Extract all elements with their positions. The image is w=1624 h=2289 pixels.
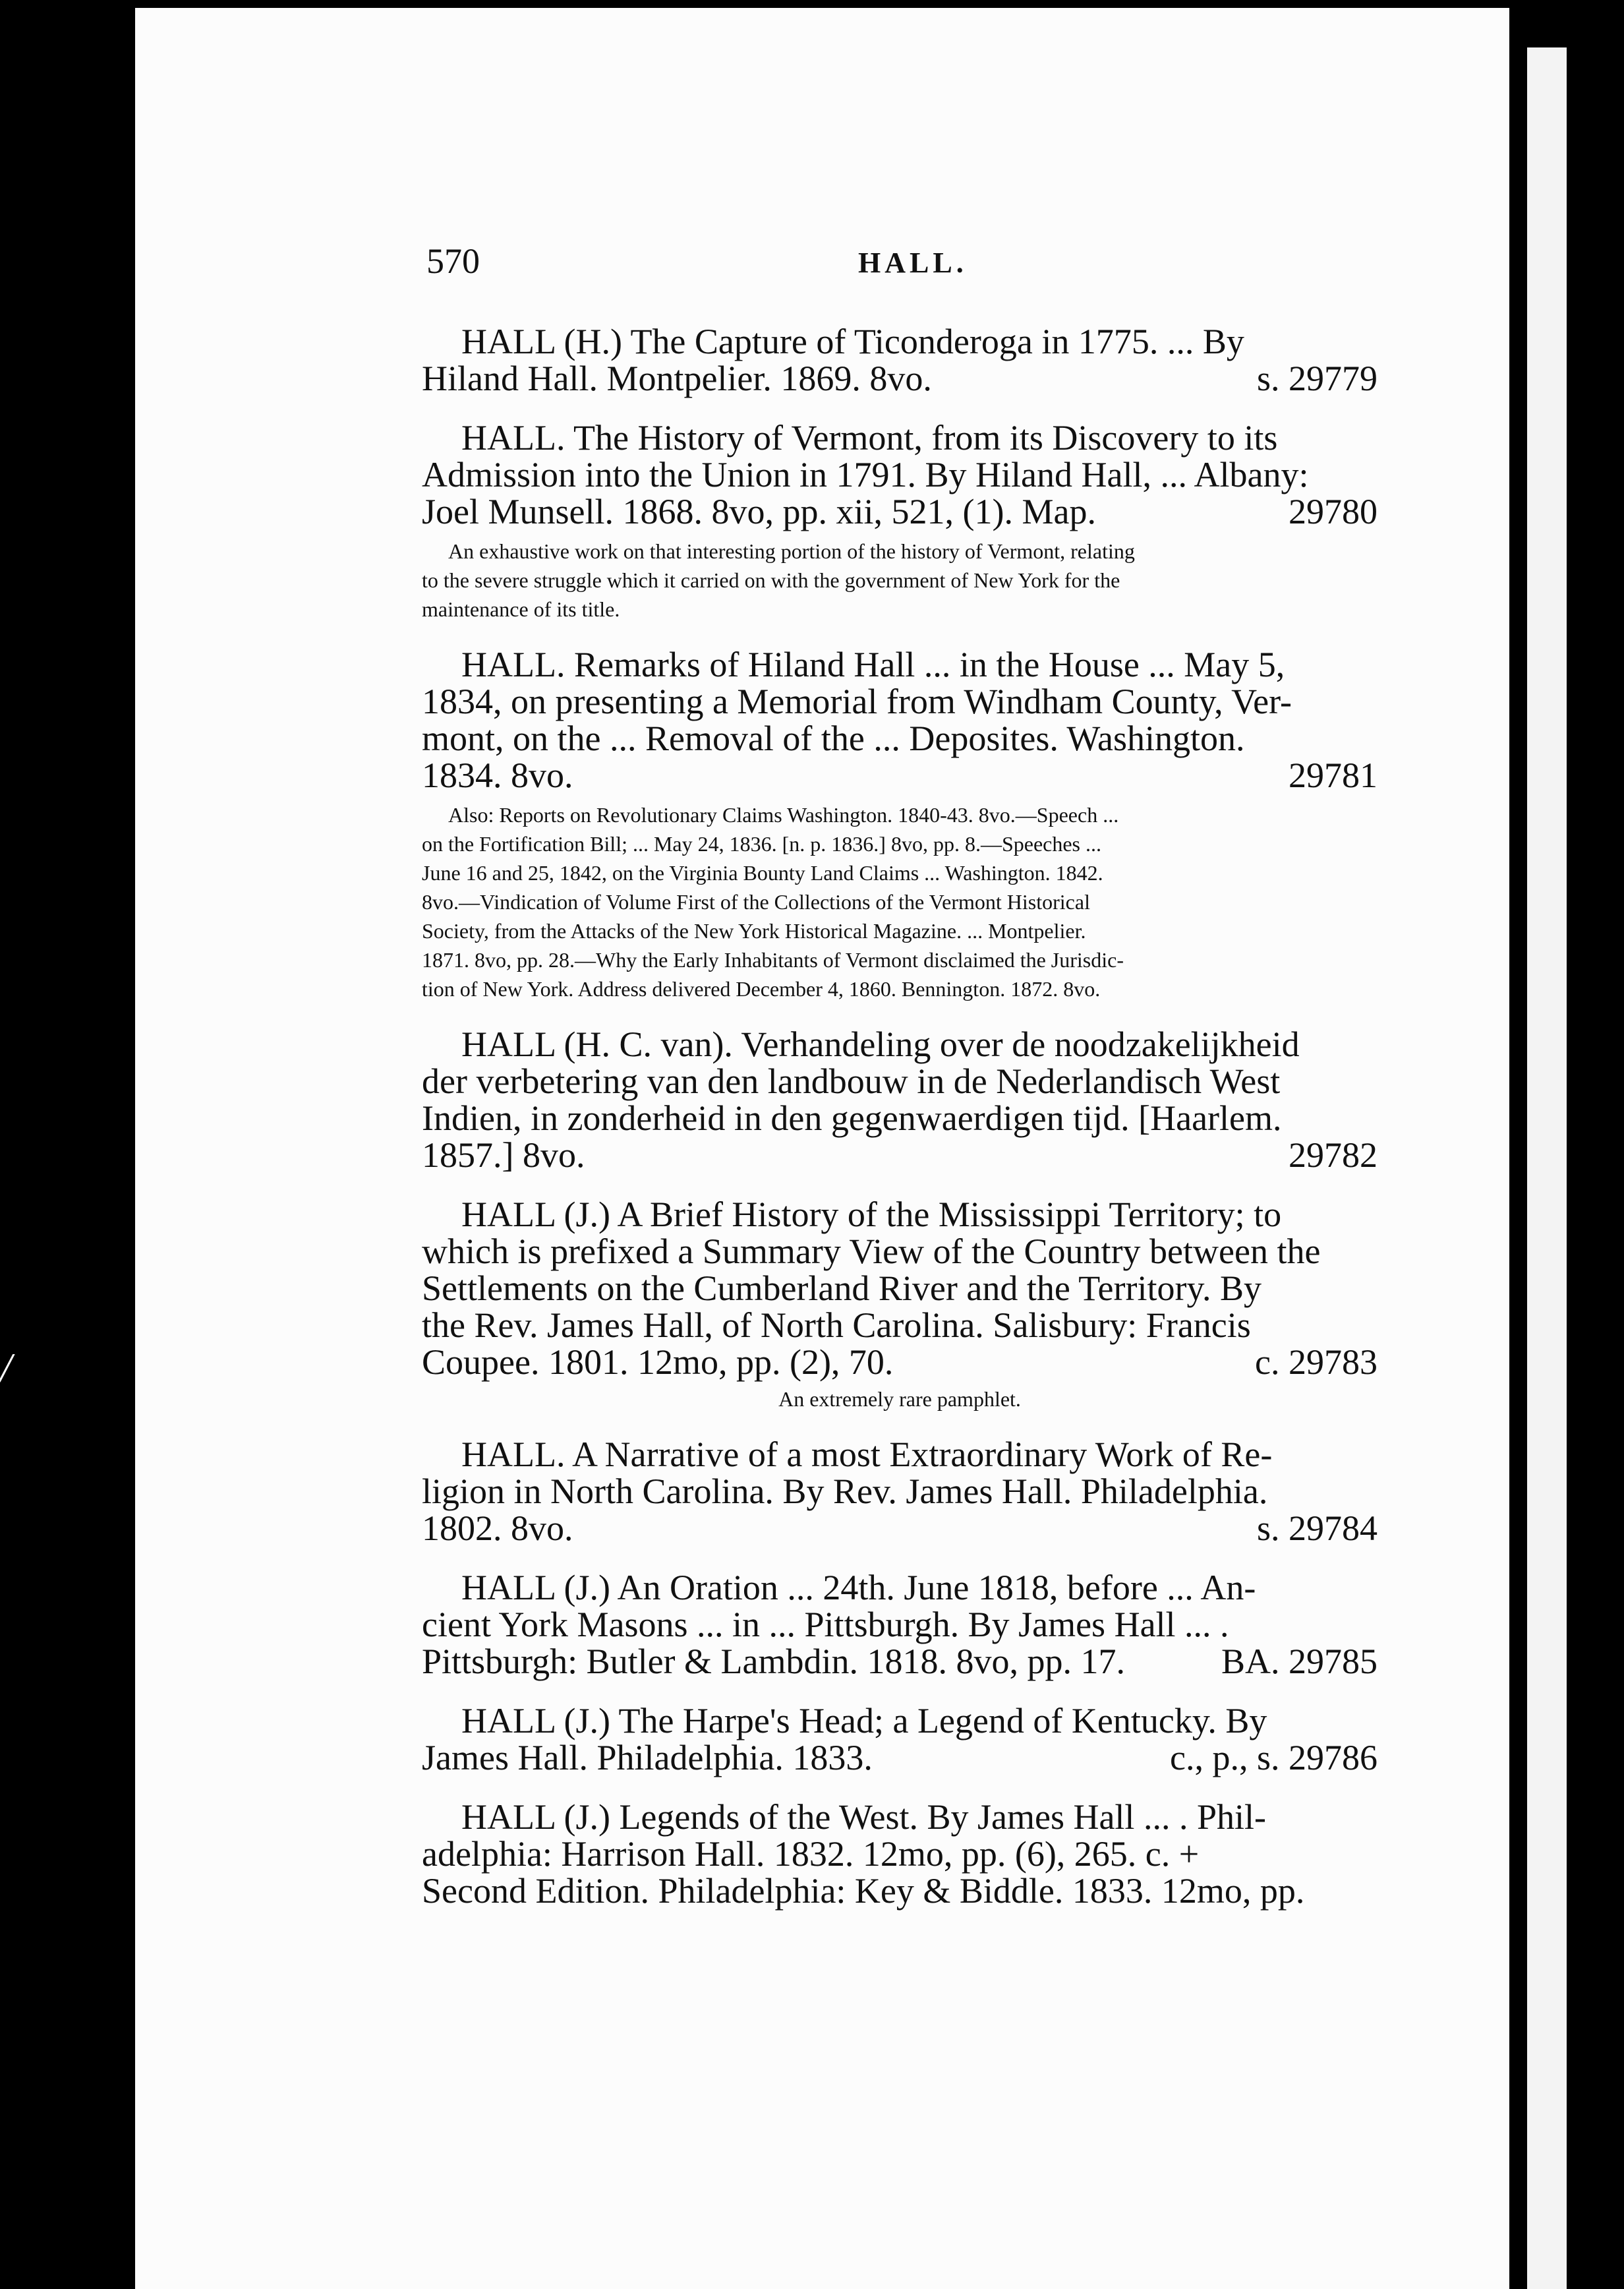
entry-text: ligion in North Carolina. By Rev. James Hall. Philadelphia.: [422, 1472, 1268, 1511]
entry-text: HALL (H.) The Capture of Ticonderoga in 1775. ... By: [461, 322, 1244, 361]
entry-text: Indien, in zonderheid in den gegenwaerdigen tijd. [Haarlem.: [422, 1098, 1282, 1138]
catalog-number: s. 29784: [1256, 1508, 1378, 1548]
entry-text: HALL (J.) The Harpe's Head; a Legend of Kentucky. By: [461, 1701, 1267, 1740]
entry-line: [422, 1643, 1378, 1680]
entry-text: HALL. Remarks of Hiland Hall ... in the House ... May 5,: [461, 645, 1285, 684]
entry-text: HALL. The History of Vermont, from its Discovery to its: [461, 418, 1278, 458]
note-line: 1871. 8vo, pp. 28.—Why the Early Inhabitants of Vermont disclaimed the Jurisdic-: [422, 948, 1124, 972]
bibliography-entry: [422, 1569, 1378, 1680]
entry-text: 1834, on presenting a Memorial from Windham County, Ver-: [422, 682, 1292, 721]
catalog-number: BA. 29785: [1221, 1642, 1378, 1681]
bibliography-entry: [422, 646, 1378, 1003]
catalog-number: 29780: [1289, 492, 1378, 531]
entry-text: James Hall. Philadelphia. 1833.: [422, 1738, 873, 1777]
entry-line: [422, 1100, 1378, 1137]
entry-line: [422, 683, 1378, 720]
entry-line: [422, 1026, 1378, 1063]
catalog-number: 29782: [1289, 1135, 1378, 1175]
facing-page-sliver: [1527, 47, 1567, 2289]
catalog-number: c. 29783: [1255, 1342, 1378, 1382]
note-line: Also: Reports on Revolutionary Claims Washington. 1840-43. 8vo.—Speech ...: [448, 803, 1119, 827]
note-line: tion of New York. Address delivered December 4, 1860. Bennington. 1872. 8vo.: [422, 977, 1101, 1001]
entry-line: [422, 1569, 1378, 1606]
entry-text: adelphia: Harrison Hall. 1832. 12mo, pp. (6), 265. c. +: [422, 1834, 1200, 1874]
entry-note: [422, 537, 1378, 624]
page-number: 570: [426, 241, 480, 281]
entry-line: [422, 1063, 1378, 1100]
entry-line: [422, 456, 1378, 493]
entry-text: Second Edition. Philadelphia: Key & Biddle. 1833. 12mo, pp.: [422, 1871, 1305, 1911]
entry-line: [422, 419, 1378, 456]
catalog-number: s. 29779: [1256, 359, 1378, 398]
note-line: maintenance of its title.: [422, 597, 620, 621]
entry-text: 1857.] 8vo.: [422, 1135, 585, 1175]
bibliography-entry: [422, 1196, 1378, 1413]
entry-line: [422, 1344, 1378, 1381]
entry-text: cient York Masons ... in ... Pittsburgh. By James Hall ... .: [422, 1605, 1229, 1644]
entry-line: [422, 1606, 1378, 1643]
note-line: Society, from the Attacks of the New York Historical Magazine. ... Montpelier.: [422, 919, 1086, 943]
bibliography-entry: [422, 323, 1378, 397]
entry-center-note: An extremely rare pamphlet.: [778, 1387, 1021, 1411]
entry-line: [422, 493, 1378, 530]
entry-text: Admission into the Union in 1791. By Hiland Hall, ... Albany:: [422, 455, 1309, 494]
entry-line: [422, 323, 1378, 360]
entry-text: HALL (J.) An Oration ... 24th. June 1818, before ... An-: [461, 1568, 1256, 1607]
entry-text: the Rev. James Hall, of North Carolina. Salisbury: Francis: [422, 1305, 1251, 1345]
bibliography-entry: [422, 1436, 1378, 1547]
entry-line: [422, 1233, 1378, 1270]
entry-note: [422, 800, 1378, 1003]
entry-line: [422, 1510, 1378, 1547]
entry-line: [422, 1196, 1378, 1233]
entry-text: Coupee. 1801. 12mo, pp. (2), 70.: [422, 1342, 894, 1382]
bibliography-entry: [422, 419, 1378, 624]
entry-line: [422, 1702, 1378, 1739]
entry-line: [422, 646, 1378, 683]
note-line: 8vo.—Vindication of Volume First of the Collections of the Vermont Historical: [422, 890, 1090, 914]
catalog-number: 29781: [1289, 756, 1378, 795]
entry-line: [422, 1473, 1378, 1510]
bibliography-entry: [422, 1798, 1378, 1909]
note-line: to the severe struggle which it carried on with the government of New York for the: [422, 568, 1120, 592]
entry-text: Joel Munsell. 1868. 8vo, pp. xii, 521, (1). Map.: [422, 492, 1096, 531]
entry-text: mont, on the ... Removal of the ... Deposites. Washington.: [422, 719, 1245, 758]
entry-text: HALL (J.) Legends of the West. By James Hall ... . Phil-: [461, 1797, 1266, 1837]
page-header: [426, 241, 1376, 287]
running-title: HALL.: [858, 247, 968, 279]
entry-line: [422, 360, 1378, 397]
entry-line: [422, 1137, 1378, 1174]
scan-edge-mark: /: [0, 1344, 12, 1391]
entry-text: Hiland Hall. Montpelier. 1869. 8vo.: [422, 359, 932, 398]
note-line: An exhaustive work on that interesting portion of the history of Vermont, relating: [448, 539, 1135, 563]
entry-line: [422, 1739, 1378, 1776]
entry-text: der verbetering van den landbouw in de Nederlandisch West: [422, 1061, 1281, 1101]
entry-text: which is prefixed a Summary View of the Country between the: [422, 1232, 1321, 1271]
catalog-number: c., p., s. 29786: [1170, 1738, 1378, 1777]
entry-text: 1834. 8vo.: [422, 756, 573, 795]
bibliography-entry: [422, 1702, 1378, 1776]
entry-line: [422, 1270, 1378, 1307]
entry-text: Settlements on the Cumberland River and the Territory. By: [422, 1268, 1262, 1308]
bibliography-entry: [422, 1026, 1378, 1174]
entry-line: [422, 1835, 1378, 1872]
entry-text: HALL. A Narrative of a most Extraordinary Work of Re-: [461, 1435, 1273, 1474]
entry-text: 1802. 8vo.: [422, 1508, 573, 1548]
entry-text: HALL (H. C. van). Verhandeling over de noodzakelijkheid: [461, 1025, 1300, 1064]
entry-line: [422, 1872, 1378, 1909]
facing-page-edge: [1519, 8, 1624, 2289]
entry-line: [422, 1798, 1378, 1835]
entry-text: Pittsburgh: Butler & Lambdin. 1818. 8vo, pp. 17.: [422, 1642, 1126, 1681]
entry-line: [422, 1436, 1378, 1473]
entry-line: [422, 1307, 1378, 1344]
note-line: on the Fortification Bill; ... May 24, 1836. [n. p. 1836.] 8vo, pp. 8.—Speeches ...: [422, 832, 1101, 856]
entry-line: [422, 757, 1378, 794]
entry-line: [422, 720, 1378, 757]
note-line: June 16 and 25, 1842, on the Virginia Bounty Land Claims ... Washington. 1842.: [422, 861, 1103, 885]
entry-text: HALL (J.) A Brief History of the Mississippi Territory; to: [461, 1195, 1282, 1234]
page-text: [422, 323, 1378, 1932]
